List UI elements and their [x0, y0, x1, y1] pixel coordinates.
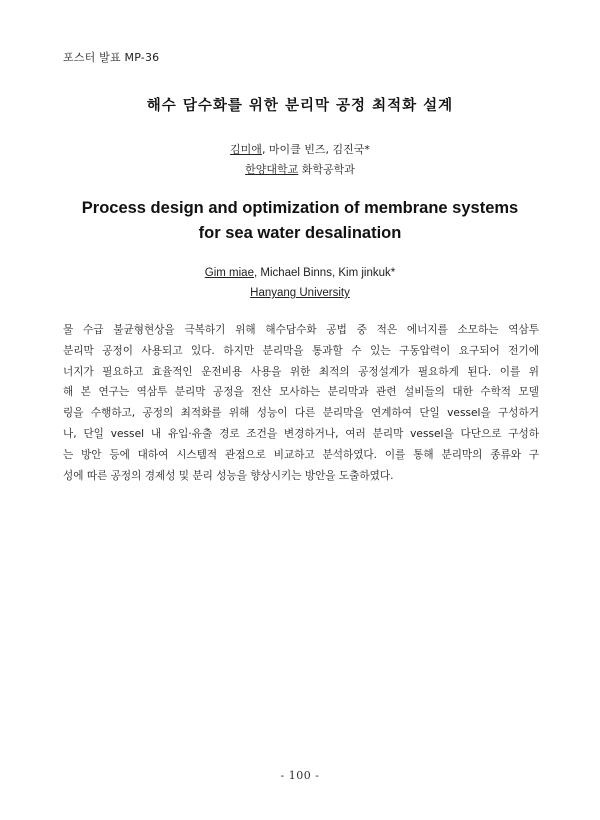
session-label: 포스터 발표 MP-36	[63, 51, 160, 64]
korean-presenting-author: 김미애	[230, 143, 262, 156]
korean-affiliation	[0, 161, 600, 177]
english-presenting-author: Gim miae	[204, 267, 254, 279]
korean-coauthors: , 마이클 빈즈, 김진국*	[261, 143, 370, 156]
abstract-line: 물 수급 불균형현상을 극복하기 위해 해수담수화 공법 중 적은 에너지를 소모하는 역삼투	[63, 324, 539, 336]
abstract-line: 해 본 연구는 역삼투 분리막 공정을 전산 모사하는 분리막과 관련 설비들의 대한 수학적 모델	[63, 386, 539, 399]
abstract-body	[63, 320, 539, 486]
abstract-line: 링을 수행하고, 공정의 최적화를 위해 성능이 다른 분리막을 연계하여 단일 vessel을 구성하거	[63, 407, 539, 420]
abstract-line: 너지가 필요하고 효율적인 운전비용 사용을 위한 최적의 공정설계가 필요하게 된다. 이를 위	[63, 365, 539, 378]
korean-title: 해수 담수화를 위한 분리막 공정 최적화 설계	[146, 98, 454, 114]
korean-department: 화학공학과	[298, 163, 355, 176]
english-university: Hanyang University	[250, 287, 350, 299]
page-number: - 100 -	[280, 769, 320, 782]
korean-university: 한양대학교	[245, 163, 299, 176]
english-title-line-2: for sea water desalination	[198, 224, 402, 242]
english-coauthors: , Michael Binns, Kim jinkuk*	[253, 267, 396, 279]
english-title	[0, 196, 600, 246]
korean-authors	[0, 141, 600, 157]
abstract-line: 분리막 공정이 사용되고 있다. 하지만 분리막을 통과할 수 있는 구동압력이 요구되어 전기에	[63, 344, 539, 357]
abstract-line: 성에 따른 공정의 경제성 및 분리 성능을 향상시키는 방안을 도출하였다.	[63, 469, 394, 482]
english-affiliation	[0, 287, 600, 299]
english-title-line-1: Process design and optimization of membrane systems	[81, 199, 519, 217]
abstract-line: 나, 단일 vessel 내 유입·유출 경로 조건을 변경하거나, 여러 분리막 vessel을 다단으로 구성하	[63, 427, 539, 440]
english-authors	[0, 267, 600, 279]
abstract-line: 는 방안 등에 대하여 시스템적 관점으로 비교하고 분석하였다. 이를 통해 분리막의 종류와 구	[63, 448, 539, 461]
